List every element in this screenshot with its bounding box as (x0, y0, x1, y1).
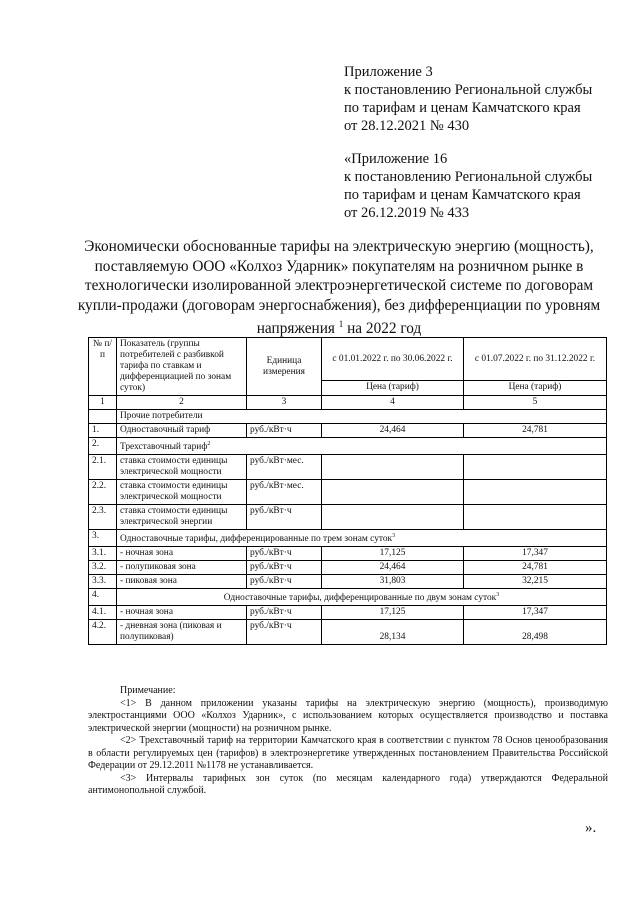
section-row (89, 410, 607, 424)
header-period-1: с 01.01.2022 г. по 30.06.2022 г. (322, 338, 464, 381)
table-row: 3.2. - полупиковая зона руб./кВт·ч 24,464 24,781 (89, 561, 607, 575)
title-line: купли-продажи (договорам энергоснабжения), без дифференциации по уровням (77, 296, 601, 314)
footnote-ref: 3 (392, 533, 396, 540)
table-row: 4. Одноставочные тарифы, дифференцированные по двум зонам суток$^3$ (89, 589, 607, 606)
table-row: 2. Трехставочный тариф$^2$ (89, 438, 607, 455)
table-row: 4.2. - дневная зона (пиковая и полупиковая) руб./кВт·ч 28,134 28,498 (89, 620, 607, 645)
header-unit: Единица измерения (247, 338, 322, 396)
header-period-2: с 01.07.2022 г. по 31.12.2022 г. (464, 338, 607, 381)
header-line: Приложение 3 (344, 64, 433, 80)
tariff-table (88, 337, 607, 645)
table-row: 3. Одноставочные тарифы, дифференцированные по трем зонам суток$^3$ (89, 530, 607, 547)
notes-title: Примечание: (120, 685, 176, 696)
original-appendix-header (344, 150, 592, 222)
table-row: 2.2. ставка стоимости единицы электрической мощности руб./кВт·мес. (89, 480, 607, 505)
column-number-row: 1 2 3 4 5 (89, 396, 607, 410)
table-row: 3.3. - пиковая зона руб./кВт·ч 31,803 32,215 (89, 575, 607, 589)
header-line: от 26.12.2019 № 433 (344, 205, 470, 221)
appendix-header (344, 63, 592, 135)
table-row: 1. Одноставочный тариф руб./кВт·ч 24,464 24,781 (89, 424, 607, 438)
note-1: <1> В данном приложении указаны тарифы на электрическую энергию (мощность), производимую электростанциями ООО «Колхоз Ударник», с использованием которых осуществляется производство и поставка электрической энергии (мощности) на розничном рынке. (88, 697, 608, 734)
header-line: от 28.12.2021 № 430 (344, 118, 470, 134)
title-line: технологически изолированной электроэнергетической системе по договорам (84, 277, 594, 295)
notes-section (88, 685, 608, 798)
footnote-ref: 2 (207, 441, 211, 447)
header-number: № п/п (89, 338, 117, 396)
table-row: 2.3. ставка стоимости единицы электрической энергии руб./кВт·ч (89, 505, 607, 530)
note-2: <2> Трехставочный тариф на территории Камчатского края в соответствии с пунктом 78 Основ ценообразования в области регулируемых цен (тарифов) в электроэнергетике утвержденных постановлением Правительства Российской Федерации от 29.12.2011 №1178 не устанавливается. (88, 735, 608, 771)
title-line: Экономически обоснованные тарифы на электрическую энергию (мощность), (84, 238, 594, 255)
table-row: 2.1. ставка стоимости единицы электрической мощности руб./кВт·мес. (89, 455, 607, 480)
header-line: по тарифам и ценам Камчатского края (344, 187, 581, 203)
table-header-row (89, 338, 607, 381)
table-row: 3.1. - ночная зона руб./кВт·ч 17,125 17,347 (89, 547, 607, 561)
footnote-ref: 1 (338, 319, 344, 330)
header-line: к постановлению Региональной службы (344, 169, 593, 185)
header-price: Цена (тариф) (322, 381, 464, 396)
header-line: «Приложение 16 (344, 151, 448, 167)
section-other-consumers: Прочие потребители (117, 410, 607, 424)
title-line: напряжения $^1$ на 2022 год (256, 319, 422, 338)
header-indicator: Показатель (группы потребителей с разбивкой тарифа по ставкам и дифференциацией по зонам суток) (117, 338, 247, 396)
header-line: к постановлению Региональной службы (344, 82, 593, 98)
note-3: <3> Интервалы тарифных зон суток (по месяцам календарного года) утверждаются Федеральной антимонопольной службой. (88, 772, 608, 796)
closing-quote: ». (585, 820, 597, 836)
document-title (66, 237, 612, 339)
header-price: Цена (тариф) (464, 381, 607, 396)
table-row: 4.1. - ночная зона руб./кВт·ч 17,125 17,347 (89, 606, 607, 620)
footnote-ref: 3 (496, 592, 500, 599)
title-line: поставляемую ООО «Колхоз Ударник» покупателям на розничном рынке в (94, 257, 584, 275)
header-line: по тарифам и ценам Камчатского края (344, 100, 581, 116)
